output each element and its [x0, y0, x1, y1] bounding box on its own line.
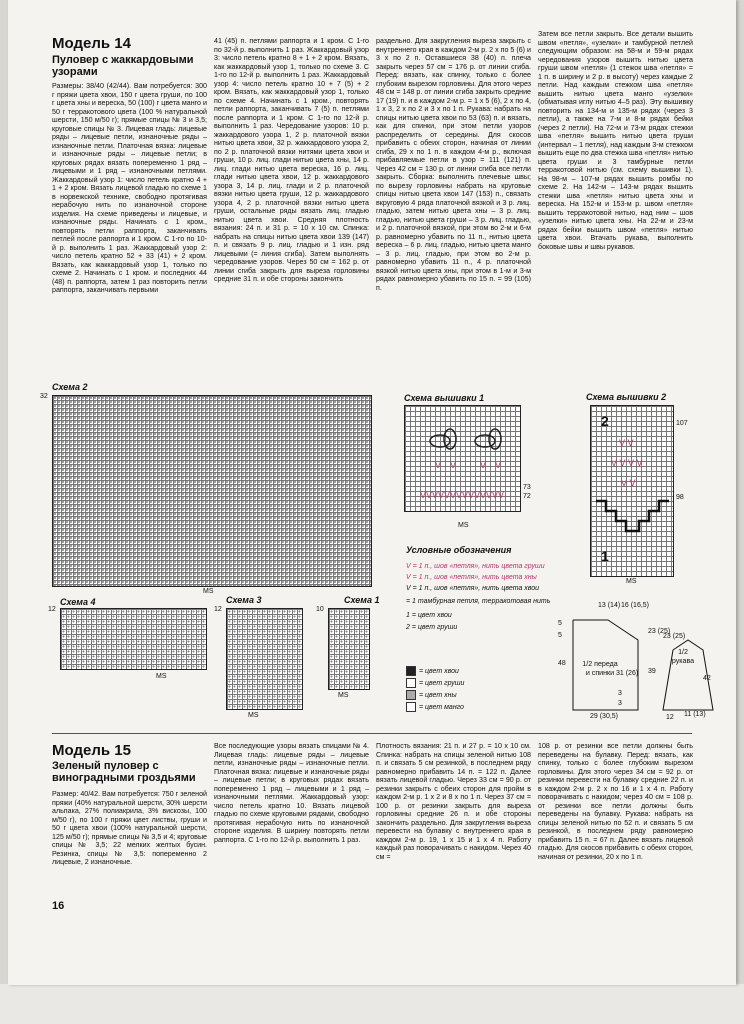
model14-subtitle: Пуловер с жаккардовыми узорами [52, 54, 194, 78]
svg-text:V V: V V [619, 438, 634, 448]
scheme2-symbols [53, 396, 371, 586]
model15-column-3: Плотность вязания: 21 п. и 27 р. = 10 х 10 см. Спинка: набрать на спицы зеленой нитью 108 п. и связать 5 см резинкой, в последнем ряду равномерно прибавить 14 п. = 122 п. Далее вязать лицевой гладью. Через 33 см = 90 р. от резинки закрыть с обеих сторон для пройм в каждом 2-м р. 1 х 2 и 8 х по 1 п. Через 37 см = 100 р. от резинки закрыть для выреза горловины средние 26 п. и обе стороны закончить раздельно. Для закругления выреза перевести на булавку с внутреннего края в каждом 2-м р. 19, 1 х 15 и 1 х 4 п. Работу каждый раз поворачивать с накидом. Через 40 см = [376, 742, 531, 861]
dim-11: 11 (13) [684, 711, 706, 718]
dim-29: 29 (30,5) [590, 713, 619, 720]
legend-color-label: = цвет манго [419, 703, 464, 711]
legend-color-pear [406, 678, 464, 688]
svg-text:VVVVVVVVVVVVVV: VVVVVVVVVVVVVV [420, 490, 505, 500]
model14-column-3: раздельно. Для закругления выреза закрыть с внутреннего края в каждом 2-м р. 2 х по 5 (6) и 3 х по 2 п. Оставшиеся 38 (40) п. плеча закрыть через 57 см = 176 р. от линии сгиба. Перед: вязать, как спинку, только с более глубоким вырезом горловины. Для этого через 48 см = 148 р. от линии сгиба закрыть средние 17 (19) п. и в каждом 2-м р. = 1 х 5 (6), 2 х по 4, 1 х 3, 2 х по 2 и 3 х по 1 п. Рукава: набрать на спицы нитью цвета хвои по 53 (63) п. и вязать, как для спинки, при этом петли узоров распределить от середины. Для скосов прибавить с обеих сторон, начиная от линии сгиба, 29 х по 1 п. в каждом 4-м р., включая прибавляемые петли в узор = 111 (121) п. Через 42 см = 130 р. от линии сгиба все петли закрыть. Сборка: выполнить плечевые швы; по вырезу горловины набрать на круговые спицы нитью цвета хвои 147 (153) п., связать вкруговую 4 ряда платочной вязкой и 3 р. лиц. гладью, затем нитью цвета хны – 3 р. лиц. гладью, нитью цвета груши – 3 р. лиц. гладью, и 2 р. платочной вязкой, при этом во 2-м и 6-м р. равномерно убавить по 11 п., нитью цвета вереска – 6 р. лиц. гладью, нитью цвета манго – 3 р. лиц. гладью, при этом во 2-м р. равномерно убавить 11 п., 4 р. платочной вязкой нитью цвета хны, при этом в 1-м и 3-м рядах равномерно убавить по 15 п. = 99 (105) п. [376, 37, 531, 292]
svg-text:V V: V V [621, 478, 636, 488]
svg-text:1: 1 [601, 548, 609, 564]
color-swatch [406, 678, 416, 688]
scheme2-ms-label: MS [203, 588, 214, 595]
model14-column-4: Затем все петли закрыть. Все детали вышить швом «петля», «узелки» и тамбурной петлей следующим образом: на 58-м и 59-м рядах чередования узоров вышить нитью цвета груши швом «петля» (1 стежок шва «петля» = 1 п. в ширину и 2 р. в высоту) через каждые 2 петли. Над каждым стежком шва «петля» вышить нитью цвета манго «узелки» (обматывая иглу нитью 4–5 раз). Эту вышивку повторить на 134-м и 135-м рядах (через 3 петли), а также на 7-м и 8-м рядах бейки (через 2 петли). На 72-м и 73-м рядах стежки шва «петля» вышить нитью цвета груши (интервал – 1 петля), над каждым 3-м стежком вышить еще по два стежка шва «петля» нитью цвета груши и 3 тамбурные петли терракотовой нитью (см. схему вышивки 1). На 98-м – 107-м рядах вышить ромбы по схеме 2. На 142-м – 143-м рядах вышить стежки шва «петля» нитью цвета хны и вереска. На 152-м и 153-м р. швом «петля» вышить терракотовой нитью, над ним – шов «узелки» нитью цвета хны. На 22-м и 23-м рядах бейки вышить швом «петля» нитью цвета хвои. Втачать рукава, выполнить боковые швы и швы рукавов. [538, 30, 693, 251]
legend-item-pine: V = 1 п., шов «петля», нить цвета хвои [406, 585, 540, 592]
svg-text:V: V [495, 460, 502, 470]
dim-39: 39 [648, 668, 656, 675]
legend-color-label: = цвет хны [419, 691, 457, 699]
scheme1-chart [328, 608, 370, 690]
legend-item-henna: V = 1 п., шов «петля», нить цвета хны [406, 574, 537, 581]
sleeve-label: 1/2 рукава [671, 648, 695, 665]
petal-shape [475, 435, 495, 447]
emb2-row-98: 98 [676, 494, 684, 501]
front-back-label: 1/2 переда и спинки [582, 660, 618, 677]
legend-title: Условные обозначения [406, 545, 512, 555]
embroidery-scheme1-title: Схема вышивки 1 [404, 393, 485, 403]
scheme2-chart [52, 395, 372, 587]
pattern-drafts [548, 600, 728, 725]
scheme4-ms-label: MS [156, 673, 167, 680]
dim-31: 31 (26) [616, 670, 639, 677]
legend-item-2: 2 = цвет груши [406, 624, 458, 631]
scheme4-title: Схема 4 [60, 597, 96, 607]
color-swatch [406, 666, 416, 676]
legend-color-pine [406, 666, 459, 676]
legend-item-tambour: = 1 тамбурная петля, терракотовая нить [406, 598, 551, 605]
dim-42: 42 [703, 675, 711, 682]
legend-color-henna [406, 690, 457, 700]
section-divider [52, 733, 692, 734]
dim-23: 23 (25) [648, 628, 671, 635]
model15-column-2: Все последующие узоры вязать спицами № 4. Лицевая гладь: лицевые ряды – лицевые петли, изнаночные ряды – изнаночные петли. Платочная вязка: лицевые и изнаночные ряды – лицевые петли; в круговых рядах вязать попеременно 1 ряд – лицевыми и 1 ряд – изнаночными петлями. Жаккардовый узор: число петель кратно 10. Вязать лицевой гладью по схеме круговыми рядами, свободно протягивая нерабочую нить по изнаночной стороне изделия. В ширину повторять петли раппорта. С 1-го по 12-й р. выполнить 1 раз. [214, 742, 369, 844]
svg-text:2: 2 [601, 413, 609, 429]
diamond-motif [591, 406, 673, 576]
svg-text:V: V [480, 460, 487, 470]
model15-title: Модель 15 [52, 742, 131, 759]
emb1-row-72: 72 [523, 493, 531, 500]
model15-column-4: 108 р. от резинки все петли должны быть переведены на булавку. Перед: вязать, как спинку, только с более глубоким вырезом горловины. Для этого через 34 см = 92 р. от резинки перевести на булавку средние 22 п. и в каждом 2-м р. 2 х по 16 и 1 х 4 п. Работу поворачивать с накидом; через 40 см = 108 р. от резинки все петли должны быть переведены на булавку. Рукава: набрать на спицы зеленой нитью по 52 п. и связать 5 см резинкой, в последнем ряду равномерно прибавить 15 п. = 67 п. Далее вязать лицевой гладью. Для скосов прибавить с обеих сторон, начиная от резинки, 20 х по 1 п. [538, 742, 693, 861]
scheme3-ms-label: MS [248, 712, 259, 719]
svg-text:V: V [435, 460, 442, 470]
emb1-ms-label: MS [458, 522, 469, 529]
model15-column-1: Размер: 40/42. Вам потребуется: 750 г зеленой пряжи (40% натуральной шерсти, 30% шерсти альпака, 27% полиакрила, 3% вискозы, 100 м/50 г), по 100 г пряжи цвет листвы, груши и 50 г цвета хвои (100% натуральной шерсти, 125 м/50 г); прямые спицы № 3,5 и 4; круговые спицы № 3,5; 22 мелких желтых бусин. Резинка, спицы № 3,5: попеременно 2 лицевые, 2 изнаночные. [52, 790, 207, 866]
emb2-row-107: 107 [676, 420, 688, 427]
magazine-page [8, 0, 736, 985]
scheme3-chart [226, 608, 303, 710]
svg-text:V: V [450, 460, 457, 470]
embroidery-scheme2-title: Схема вышивки 2 [586, 392, 667, 402]
dim-5a: 5 [558, 620, 562, 627]
emb1-row-73: 73 [523, 484, 531, 491]
scheme4-row-count: 12 [48, 606, 56, 613]
scheme4-symbols [61, 609, 206, 669]
dim-3b: 3 [618, 700, 622, 707]
model14-column-2: 41 (45) п. петлями раппорта и 1 кром. С 1-го по 32-й р. выполнить 1 раз. Жаккардовый узор 3: число петель кратно 8 + 1 + 2 кром. Вязать, как жаккардовый узор 1, только по схеме 3. С 1-го по 12-й р. выполнить 1 раз. Жаккардовый узор 4: число петель кратно 10 + 7 (5) + 2 кром. Вязать, как жаккардовый узор 1, только по схеме 4. Начинать с 1 кром., повторять петли раппорта, заканчивать 7 (5) п. петлями после раппорта и 1 кром. С 1-го по 12-й р. выполнить 1 раз. Чередование узоров: 10 р. жаккардового узора 1, 2 р. платочной вязки нитью цвета хвои, 32 р. жаккардового узора 2, по 2 р. платочной вязки нитями цвета хвои и груши, 10 р. лиц. глади нитью цвета хны, 14 р. лиц. глади нитью цвета вереска, 16 р. лиц. глади нитью цвета хвои, 12 р. жаккардового узора 3, 14 р. лиц. глади и 2 р. платочной вязки нитью цвета груши, 12 р. жаккардового узора 4, 2 р. платочной вязки нитью цвета груши, остальные ряды вязать лиц. гладью нитью цвета хвои. Средняя плотность вязания: 24 п. и 31 р. = 10 х 10 см. Спинка: набрать на спицы нитью цвета хвои 139 (147) п. и связать 9 р. лиц. гладью и 1 изн. ряд лицевыми (= линия сгиба). Затем выполнять чередование узоров. Через 50 см = 162 р. от линии сгиба закрыть для выреза горловины средние 31 п. и обе стороны закончить [214, 37, 369, 283]
svg-text:V V V V: V V V V [611, 458, 643, 468]
page-number: 16 [52, 900, 65, 912]
legend-color-label: = цвет груши [419, 679, 465, 687]
scheme2-title: Схема 2 [52, 382, 88, 392]
scheme3-row-count: 12 [214, 606, 222, 613]
scheme3-symbols [227, 609, 302, 709]
model14-column-1: Размеры: 38/40 (42/44). Вам потребуется: 300 г пряжи цвета хвои, 150 г цвета груши, по 100 г цвета хны и вереска, 50 (100) г цвета манго и 50 г терракотового цвета (100 % натуральной шерсти, 150 м/50 г); прямые спицы № 3 и 3,5; круговые спицы № 3. Лицевая гладь: лицевые ряды – лицевые петли, изнаночные ряды – изнаночные петли. Платочная вязка: лицевые и изнаночные ряды – лицевые петли; в круговых рядах вязать попеременно 1 ряд – лицевыми и 1 ряд – изнаночными петлями. Жаккардовый узор 1: число петель кратно 4 + 1 + 2 кром. Вязать лицевой гладью по схеме 1 в норвежской технике, свободно протягивая нерабочую нить по изнаночной стороне изделия. На схеме приведены и лицевые, и изнаночные ряды. Начинать с 1 кром., повторять петли раппорта, заканчивать петлей после раппорта и 1 кром. С 1-го по 10-й р. выполнить 1 раз. Жаккардовый узор 2: число петель кратно 52 + 33 (41) + 2 кром. Вязать, как жаккардовый узор 1, только по схеме 2. Начинать с 1 кром. и последних 44 (48) п. раппорта, затем 1 раз повторить петли раппорта, заканчивать первыми [52, 82, 207, 294]
scheme1-title: Схема 1 [344, 595, 380, 605]
color-swatch [406, 702, 416, 712]
scheme1-symbols [329, 609, 369, 689]
embroidery-scheme1-chart [404, 405, 521, 512]
scheme3-title: Схема 3 [226, 595, 262, 605]
petal-shape [430, 435, 450, 447]
scheme4-chart [60, 608, 207, 670]
scheme1-ms-label: MS [338, 692, 349, 699]
legend-color-mango [406, 702, 464, 712]
scheme1-row-count: 10 [316, 606, 324, 613]
grape-leaf-motif [405, 406, 520, 511]
dim-23s: 23 (25) [663, 633, 686, 640]
legend-item-pear: V = 1 п., шов «петля», нить цвета груши [406, 563, 545, 570]
dim-5b: 5 [558, 632, 562, 639]
scheme2-row-count: 32 [40, 393, 48, 400]
dim-13: 13 (14) [598, 602, 621, 609]
legend-item-1: 1 = цвет хвои [406, 612, 452, 619]
dim-3a: 3 [618, 690, 622, 697]
dim-12: 12 [666, 714, 674, 721]
embroidery-scheme2-chart [590, 405, 674, 577]
dim-16: 16 (16,5) [621, 602, 650, 609]
emb2-ms-label: MS [626, 578, 637, 585]
color-swatch [406, 690, 416, 700]
scan-background-strip [0, 984, 744, 1024]
dim-48: 48 [558, 660, 566, 667]
model15-subtitle: Зеленый пуловер с виноградными гроздьями [52, 760, 196, 784]
legend-color-label: = цвет хвои [419, 667, 459, 675]
model14-title: Модель 14 [52, 35, 131, 52]
